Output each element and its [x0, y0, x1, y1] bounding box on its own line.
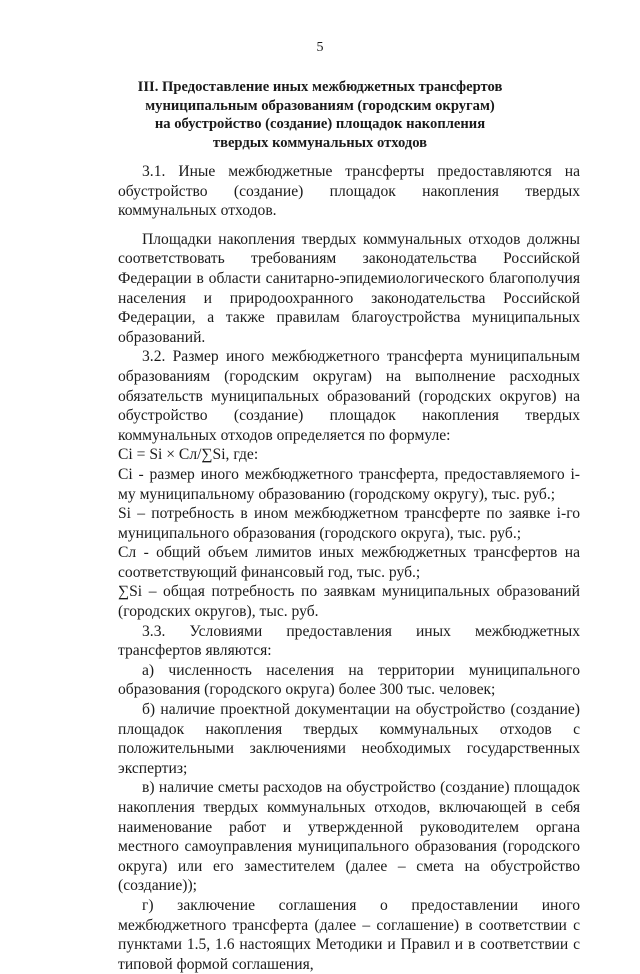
- heading-line: муниципальным образованиям (городским округам): [145, 97, 495, 114]
- document-body: [118, 162, 580, 974]
- definition-ci: Ci - размер иного межбюджетного трансферта, предоставляемого i-му муниципальному образованию (городскому округу), тыс. руб.;: [118, 465, 580, 503]
- paragraph-requirements: Площадки накопления твердых коммунальных отходов должны соответствовать требованиям законодательства Российской Федерации в области санитарно-эпидемиологического благополучия населения и природоохранного законодательства Российской Федерации, а также правилам благоустройства муниципальных образований.: [118, 230, 580, 346]
- definition-cl: Cл - общий объем лимитов иных межбюджетных трансфертов на соответствующий финансовый год, тыс. руб.;: [118, 544, 580, 581]
- paragraph-3-2: 3.2. Размер иного межбюджетного трансферта муниципальным образованиям (городским округам) на выполнение расходных обязательств муниципальных образований (городских округов) на обустройство (создание) площадок накопления твердых коммунальных отходов определяется по формуле:: [118, 348, 580, 444]
- heading-line: твердых коммунальных отходов: [212, 134, 428, 151]
- section-heading: [80, 78, 560, 152]
- formula-definitions: [118, 465, 580, 622]
- condition-v: в) наличие сметы расходов на обустройство (создание) площадок накопления твердых коммунальных отходов, включающей в себя наименование работ и утвержденной руководителем органа местного самоуправления муниципального образования (городского округа) или его заместителем (далее – смета на обустройство (создание));: [118, 779, 580, 895]
- paragraph-3-3: 3.3. Условиями предоставления иных межбюджетных трансфертов являются:: [118, 622, 580, 660]
- page-number: 5: [316, 40, 324, 55]
- condition-g: г) заключение соглашения о предоставлении иного межбюджетного трансферта (далее – соглашение) в соответствии с пунктами 1.5, 1.6 настоящих Методики и Правил и в соответствии с типовой формой соглашения,: [118, 896, 580, 973]
- heading-line: III. Предоставление иных межбюджетных трансфертов: [137, 79, 503, 95]
- paragraph-3-1: 3.1. Иные межбюджетные трансферты предоставляются на обустройство (создание) площадок накопления твердых коммунальных отходов.: [118, 163, 580, 220]
- heading-line: на обустройство (создание) площадок накопления: [154, 116, 486, 133]
- condition-b: б) наличие проектной документации на обустройство (создание) площадок накопления твердых коммунальных отходов с положительными заключениями необходимых государственных экспертиз;: [118, 701, 580, 777]
- definition-si: Si – потребность в ином межбюджетном трансферте по заявке i-го муниципального образования (городского округа), тыс. руб.;: [118, 505, 580, 542]
- definition-sum-si: ∑Si – общая потребность по заявкам муниципальных образований (городских округов), тыс. руб.: [118, 583, 580, 621]
- formula: Ci = Si × Cл/∑Si, где:: [118, 446, 259, 464]
- condition-a: а) численность населения на территории муниципального образования (городского округа) более 300 тыс. человек;: [118, 661, 580, 699]
